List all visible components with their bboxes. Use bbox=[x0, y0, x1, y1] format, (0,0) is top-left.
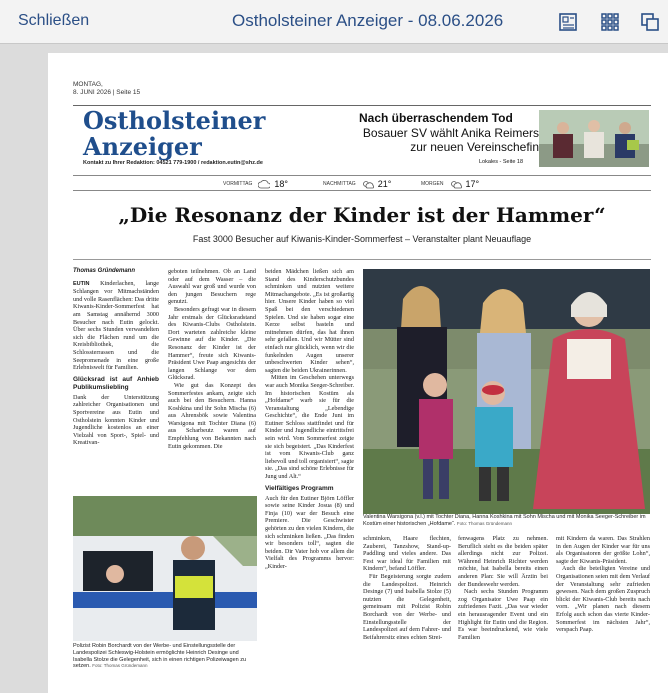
article-subheading: Vielfältiges Programm bbox=[265, 484, 334, 492]
single-page-icon[interactable] bbox=[558, 12, 578, 32]
photo-caption: Polizist Robin Borchardt von der Werbe- und Einstellungsstelle der Landespolizei Schleswig-Holstein ermöglichte Heinrich Desinge und Isabella Stolze die Gelegenheit, sich in einen richtigen Polizeiwagen zu setzen. Foto: Thomas Gründemann bbox=[73, 643, 247, 670]
divider bbox=[73, 259, 651, 260]
grid-view-icon[interactable] bbox=[600, 12, 620, 32]
contact-line: Kontakt zu Ihrer Redaktion: 04521 779-1900 / redaktion.eutin@shz.de bbox=[83, 160, 263, 166]
teaser-page-ref: Lokales - Seite 18 bbox=[479, 159, 524, 165]
photo-caption: Valentina Warsigona (v.l.) mit Tochter Diana, Hanna Koshkina mit Sohn Mischa und mit Monika Seeger-Schreiber im Kostüm einer historischen „Hofdame“. Foto: Thomas Gründemann bbox=[363, 514, 646, 527]
teaser-subline[interactable]: Bosauer SV wählt Anika Reimers zur neuen Vereinschefin bbox=[362, 126, 539, 154]
sun-cloud-icon bbox=[362, 180, 374, 189]
teaser-headline[interactable]: Nach überraschendem Tod bbox=[359, 111, 513, 125]
newspaper-page bbox=[48, 53, 668, 693]
copy-pages-icon[interactable] bbox=[640, 12, 660, 32]
newspaper-logo: Ostholsteiner Anzeiger bbox=[83, 106, 266, 161]
article-column-5: fenwagens Platz zu nehmen. Beruflich sieht es die beiden später allerdings nicht zur Polizei. Während Heinrich Richter werden möchte, hat Isabella bereits einen anderen Plan: Sie will Ärztin bei der Bundeswehr werden. Nach sechs Stunden Programm zog Organisator Uwe Paap ein zufriedenes Fazit. „Das war wieder ein herausragender Event und ein Highlight für Eutin und die Region. Es war beeindruckend, wie viele Familien bbox=[458, 535, 548, 641]
reader-toolbar bbox=[0, 0, 668, 44]
article-headline: „Die Resonanz der Kinder ist der Hammer“ bbox=[118, 203, 606, 227]
photo-credit: Foto: Thomas Gründemann bbox=[456, 520, 513, 526]
cloud-icon bbox=[258, 180, 270, 189]
article-subheading: Glücksrad ist auf Anhieb Publikumsliebling bbox=[73, 375, 159, 391]
masthead bbox=[73, 106, 651, 168]
main-photo[interactable] bbox=[363, 269, 650, 514]
sun-cloud-icon bbox=[450, 180, 462, 189]
edition-title: Ostholsteiner Anzeiger - 08.06.2026 bbox=[232, 11, 504, 30]
police-photo[interactable] bbox=[73, 496, 257, 641]
article-column-1: Thomas Gründemann EUTIN Kinderlachen, lange Schlangen vor Mitmachständen und volle Rasenflächen: Das dritte Kiwanis-Kinder-Sommerfest hat am Samstag annähernd 3000 Besucher nach Eutin gelockt. Über sechs Stunden verwandelten sich die Flächen rund um die Kreisbibliothek, die Schlossterrassen und die Seepromenade in eine große Erlebniswelt für Familien. Glücksrad ist auf Anhieb Publikumsliebling Dank der Unterstützung zahlreicher Organisationen und Sportvereine aus Eutin und Ostholstein konnten Kinder und Jugendliche kostenlos an einer Vielzahl von Sport-, Spiel- und Kreativan- bbox=[73, 268, 159, 447]
author-byline: Thomas Gründemann bbox=[73, 268, 136, 274]
close-button[interactable]: Schließen bbox=[18, 12, 90, 29]
article-column-4: schminken, Haare flechten, Zauberei, Tanzshow, Stand-up-Paddling und vieles andere. Das Fest war ideal für Familien mit Kindern“, befand Löffler. Für Begeisterung sorgte zudem die Landespolizei. Heinrich Desinge (7) und Isabella Stolze (5) nutzten die Gelegenheit, gemeinsam mit Polizist Robin Borchardt von der Werbe- und Einstellungsstelle der Landespolizei auf dem Fahrer- und Beifahrersitz eines echten Strei- bbox=[363, 535, 451, 641]
article-column-2: geboten teilnehmen. Ob an Land oder auf dem Wasser – die Auswahl war groß und wurde von den jungen Besuchern rege genutzt. Besonders gefragt war in diesem Jahr erstmals der Glücksradstand des Kiwanis-Clubs Ostholstein. Dort warteten zahlreiche kleine Gewinne auf die Kinder. „Die Resonanz der Kinder ist der Hammer“, freute sich Kiwanis-Präsident Uwe Paap angesichts der langen Schlange vor dem Glücksrad. Wie gut das Konzept des Sommerfestes ankam, zeigte sich auch bei den Besuchern. Hanna Koshkina und ihr Sohn Mischa (6) aus Ahrensbök sowie Valentina Warsigona mit Tochter Diana (6) aus Scharbeutz waren auf Empfehlung von Bekannten nach Eutin gekommen. Die bbox=[168, 268, 256, 450]
edition-date: MONTAG, 8. JUNI 2026 | Seite 15 bbox=[73, 81, 141, 96]
photo-credit: Foto: Thomas Gründemann bbox=[92, 663, 148, 669]
weather-bar: VORMITTAG 18° NACHMITTAG 21° MORGEN 17° bbox=[73, 175, 651, 191]
article-column-3: beiden Mädchen ließen sich am Stand des Kinderschutzbundes schminken und nutzten weitere Mitmachangebote. „Es ist großartig hier. Unsere Kinder haben so viel Spaß bei den verschiedenen Spielen. Und sie haben sogar eine Kerze selbst basteln und mitnehmen dürfen, das hat ihnen sehr gefallen. Und wir Mütter sind einfach nur glücklich, wenn wir die funkelnden Augen unserer unbeschwerten Kinder sehen“, sagten die beiden Ukrainerinnen. Mitten im Geschehen unterwegs war auch Monika Seeger-Schreiber. Im historischen Kostüm als „Hofdame“ warb sie für die Veranstaltung „Lebendige Geschichte“, die Ende Juni im Eutiner Schloss stattfindet und für Kinder und Jugendliche eintrittsfrei sein wird. Vom Sommerfest zeigte sie sich begeistert. „Das Kinderfest ist vom Kiwanis-Club ganz liebevoll und toll organisiert“, sagte sie. „Das sind schöne Erlebnisse für Jung und Alt.“ Vielfältiges Programm Auch für den Eutiner Björn Löffler sowie seine Kinder Josua (8) und Finja (10) war der Besuch eine Premiere. Die Geschwister gehörten zu den vielen Kindern, die sich schminken ließen. „Das finden wir besonders toll“, sagten die beiden. Dir Vater hob vor allem die Vielfalt des Programms hervor: „Kinder- bbox=[265, 268, 355, 570]
article-subhead: Fast 3000 Besucher auf Kiwanis-Kinder-Sommerfest – Veranstalter plant Neuauflage bbox=[192, 234, 532, 244]
teaser-photo[interactable] bbox=[539, 110, 649, 167]
article-column-6: mit Kindern da waren. Das Strahlen in den Augen der Kinder war für uns als Organisatoren der größte Lohn“, sagte der Kiwanis-Präsident. Auch die beteiligten Vereine und Organisationen seien mit dem Verlauf der Veranstaltung sehr zufrieden gewesen. Nach dem großen Zuspruch blickt der Kiwanis-Club bereits nach vorn. „Wir planen nach diesem Erfolg auch schon das vierte Kinder-Sommerfest im nächsten Jahr“, verspach Paap. bbox=[556, 535, 650, 634]
